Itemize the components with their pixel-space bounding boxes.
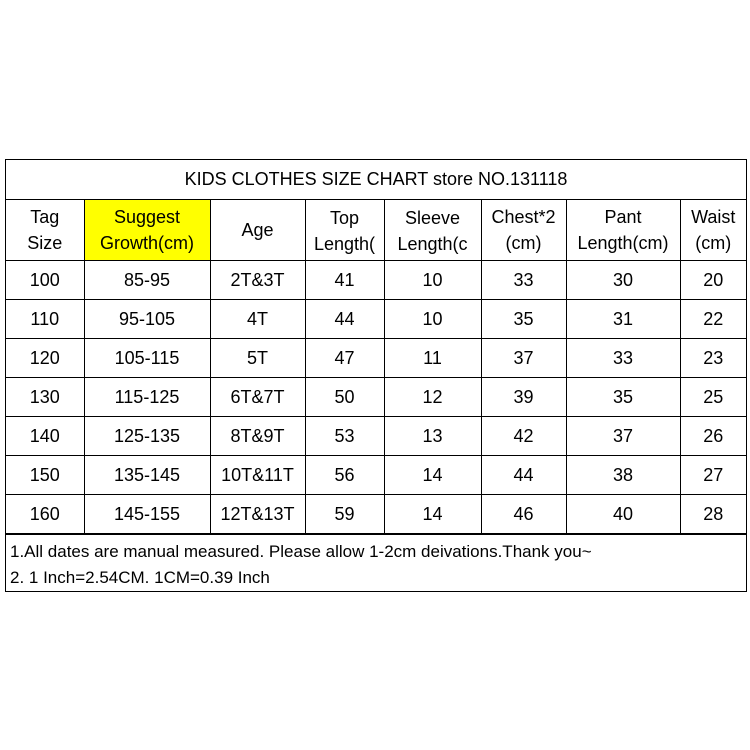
cell-suggest-growth: 115-125 (84, 378, 210, 417)
chart-title: KIDS CLOTHES SIZE CHART store NO.131118 (6, 160, 746, 200)
header-row (6, 200, 746, 261)
table-row (6, 456, 746, 495)
cell-sleeve-length: 10 (384, 300, 481, 339)
cell-top-length: 41 (305, 261, 384, 300)
header-age: Age (210, 200, 305, 261)
cell-tag-size: 160 (6, 495, 84, 534)
cell-waist: 28 (680, 495, 746, 534)
cell-top-length: 53 (305, 417, 384, 456)
cell-sleeve-length: 11 (384, 339, 481, 378)
header-pant-length: Pant Length(cm) (566, 200, 680, 261)
cell-chest: 39 (481, 378, 566, 417)
size-table (6, 200, 746, 534)
cell-top-length: 44 (305, 300, 384, 339)
cell-suggest-growth: 95-105 (84, 300, 210, 339)
note-2: 2. 1 Inch=2.54CM. 1CM=0.39 Inch (10, 568, 270, 587)
notes (6, 534, 746, 594)
cell-waist: 23 (680, 339, 746, 378)
header-tag-size: Tag Size (6, 200, 84, 261)
cell-suggest-growth: 105-115 (84, 339, 210, 378)
cell-age: 8T&9T (210, 417, 305, 456)
cell-suggest-growth: 125-135 (84, 417, 210, 456)
cell-chest: 35 (481, 300, 566, 339)
cell-age: 5T (210, 339, 305, 378)
cell-chest: 42 (481, 417, 566, 456)
cell-tag-size: 110 (6, 300, 84, 339)
cell-pant-length: 40 (566, 495, 680, 534)
cell-tag-size: 130 (6, 378, 84, 417)
cell-pant-length: 38 (566, 456, 680, 495)
cell-chest: 33 (481, 261, 566, 300)
cell-suggest-growth: 135-145 (84, 456, 210, 495)
table-row (6, 261, 746, 300)
cell-waist: 20 (680, 261, 746, 300)
cell-top-length: 56 (305, 456, 384, 495)
cell-sleeve-length: 14 (384, 495, 481, 534)
cell-sleeve-length: 13 (384, 417, 481, 456)
cell-sleeve-length: 12 (384, 378, 481, 417)
table-row (6, 339, 746, 378)
header-waist: Waist (cm) (680, 200, 746, 261)
cell-suggest-growth: 85-95 (84, 261, 210, 300)
cell-sleeve-length: 14 (384, 456, 481, 495)
header-chest: Chest*2 (cm) (481, 200, 566, 261)
cell-chest: 46 (481, 495, 566, 534)
cell-age: 4T (210, 300, 305, 339)
header-top-length: Top Length( (305, 200, 384, 261)
cell-waist: 22 (680, 300, 746, 339)
cell-pant-length: 37 (566, 417, 680, 456)
cell-waist: 25 (680, 378, 746, 417)
header-suggest-growth: Suggest Growth(cm) (84, 200, 210, 261)
cell-tag-size: 150 (6, 456, 84, 495)
cell-suggest-growth: 145-155 (84, 495, 210, 534)
note-1: 1.All dates are manual measured. Please allow 1-2cm deivations.Thank you~ (10, 542, 592, 561)
cell-pant-length: 35 (566, 378, 680, 417)
cell-top-length: 59 (305, 495, 384, 534)
cell-pant-length: 33 (566, 339, 680, 378)
cell-waist: 27 (680, 456, 746, 495)
header-sleeve-length: Sleeve Length(c (384, 200, 481, 261)
cell-top-length: 47 (305, 339, 384, 378)
cell-pant-length: 30 (566, 261, 680, 300)
cell-tag-size: 120 (6, 339, 84, 378)
cell-age: 12T&13T (210, 495, 305, 534)
cell-tag-size: 100 (6, 261, 84, 300)
cell-chest: 37 (481, 339, 566, 378)
table-row (6, 300, 746, 339)
size-chart (5, 159, 747, 592)
table-row (6, 417, 746, 456)
table-row (6, 495, 746, 534)
cell-pant-length: 31 (566, 300, 680, 339)
cell-chest: 44 (481, 456, 566, 495)
cell-waist: 26 (680, 417, 746, 456)
cell-age: 2T&3T (210, 261, 305, 300)
table-row (6, 378, 746, 417)
cell-sleeve-length: 10 (384, 261, 481, 300)
cell-tag-size: 140 (6, 417, 84, 456)
cell-age: 6T&7T (210, 378, 305, 417)
cell-age: 10T&11T (210, 456, 305, 495)
cell-top-length: 50 (305, 378, 384, 417)
table-body (6, 261, 746, 534)
